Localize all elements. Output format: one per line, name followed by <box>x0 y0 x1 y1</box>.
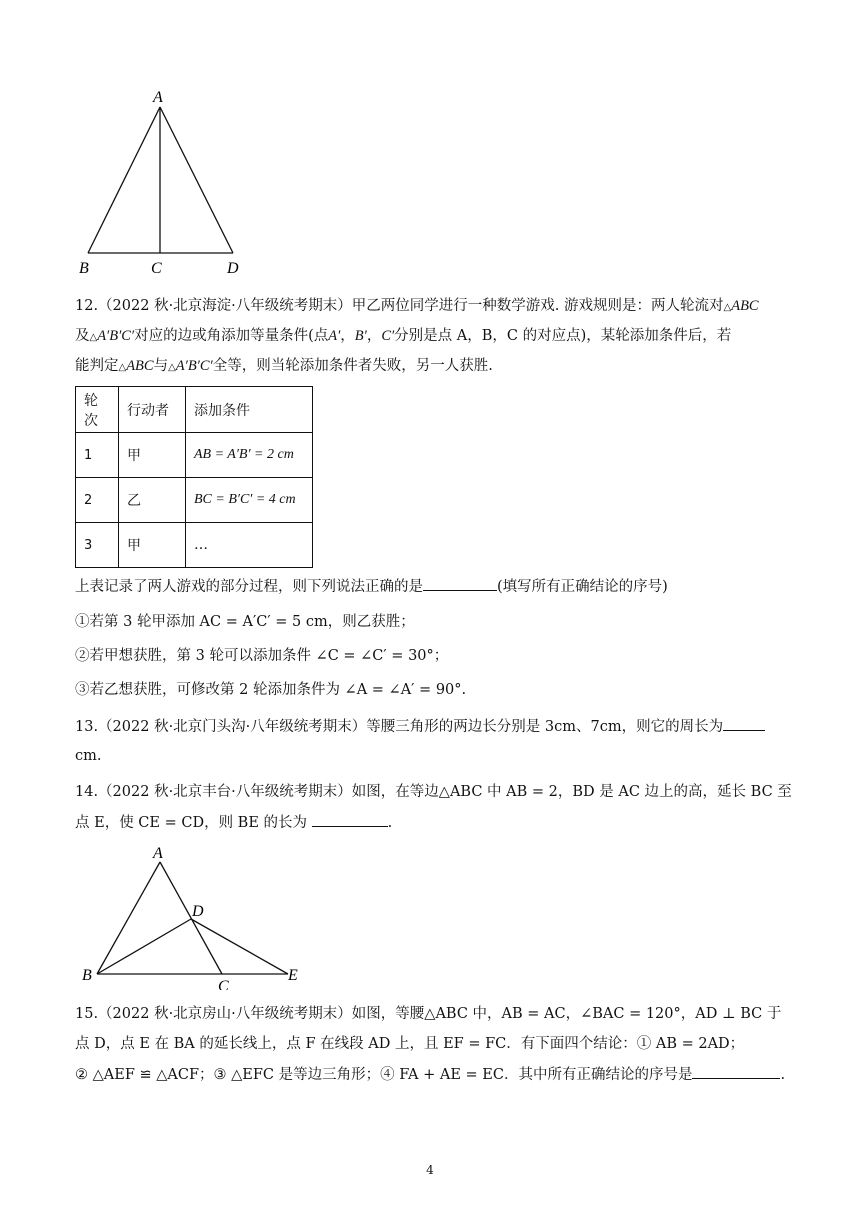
table-header-row <box>76 387 313 433</box>
label-d: D <box>227 260 239 277</box>
q15-end: . <box>780 1067 786 1083</box>
q12-text-3a: 能判定 <box>75 358 119 374</box>
q12-line-3: 能判定△ABC与△A′B′C′全等，则当轮添加条件者失败，另一人获胜. <box>75 358 493 374</box>
q12-text-2c: 分别是点 A，B，C 的对应点)，某轮添加条件后，若 <box>394 328 732 344</box>
segment-ab <box>88 107 160 253</box>
q12-c-prime: C′ <box>381 328 395 344</box>
q12-b-prime: B′ <box>354 328 367 344</box>
cell-round: 1 <box>76 433 119 478</box>
figure-1-lines <box>88 107 233 253</box>
q12-line-2: 及△A′B′C′对应的边或角添加等量条件(点A′，B′，C′分别是点 A，B，C 的对应点)，某轮添加条件后，若 <box>75 328 732 344</box>
figure-isosceles-triangle <box>70 85 260 280</box>
answer-blank <box>312 812 388 827</box>
cell-round: 2 <box>76 478 119 523</box>
label-b: B <box>79 260 89 277</box>
segment-de <box>191 919 288 974</box>
q12-text-1: 12.（2022 秋·北京海淀·八年级统考期末）甲乙两位同学进行一种数学游戏. 游戏规则是：两人轮流对 <box>75 298 724 314</box>
label-e: E <box>288 967 298 984</box>
figure-equilateral-triangle <box>75 840 325 990</box>
cell-actor: 甲 <box>119 523 186 568</box>
q12-text-2b: 对应的边或角添加等量条件(点 <box>134 328 329 344</box>
table-row <box>76 478 313 523</box>
q15-line-1: 15.（2022 秋·北京房山·八年级统考期末）如图，等腰△ABC 中，AB = AC，∠BAC = 120°，AD ⊥ BC 于 <box>75 1006 782 1022</box>
q12-comma-2: ， <box>366 328 382 344</box>
q12-text-3b: 与 <box>153 358 169 374</box>
q15-line-3 <box>75 1064 785 1085</box>
q15-text: ② △AEF ≌ △ACF；③ △EFC 是等边三角形；④ FA + AE = EC．其中所有正确结论的序号是 <box>75 1067 693 1083</box>
label-a: A <box>153 89 163 106</box>
header-round: 轮次 <box>76 387 119 433</box>
q12-statement-1: ①若第 3 轮甲添加 AC = A′C′ = 5 cm，则乙获胜； <box>75 614 415 630</box>
label-c: C <box>218 978 229 990</box>
q14-text: 点 E，使 CE = CD，则 BE 的长为 <box>75 815 308 831</box>
table-row <box>76 433 313 478</box>
q13-line-1 <box>75 716 765 737</box>
segment-ad <box>160 107 233 253</box>
table-row <box>76 523 313 568</box>
header-actor: 行动者 <box>119 387 186 433</box>
q13-text: 13.（2022 秋·北京门头沟·八年级统考期末）等腰三角形的两边长分别是 3cm、7cm，则它的周长为 <box>75 719 724 735</box>
q12-tri-abc: ABC <box>731 298 759 314</box>
game-table <box>75 386 313 568</box>
q12-tri-prime: A′B′C′ <box>97 328 135 344</box>
q12-a-prime: A′ <box>328 328 341 344</box>
q12-text-2a: 及 <box>75 328 90 344</box>
label-b: B <box>82 967 92 984</box>
label-c: C <box>151 260 162 277</box>
q12-line-1: 12.（2022 秋·北京海淀·八年级统考期末）甲乙两位同学进行一种数学游戏. 游戏规则是：两人轮流对△ABC <box>75 298 759 314</box>
segment-ab <box>97 862 160 974</box>
q12-statement-3: ③若乙想获胜，可修改第 2 轮添加条件为 ∠A = ∠A′ = 90°. <box>75 682 467 698</box>
header-condition: 添加条件 <box>186 387 313 433</box>
cell-actor: 乙 <box>119 478 186 523</box>
answer-blank <box>723 716 765 731</box>
q13-line-2: cm. <box>75 748 102 764</box>
cell-actor: 甲 <box>119 433 186 478</box>
q12-tri-abc-2: ABC <box>126 358 154 374</box>
q12-question-tail: (填写所有正确结论的序号) <box>497 579 668 595</box>
q12-statement-2: ②若甲想获胜，第 3 轮可以添加条件 ∠C = ∠C′ = 30°； <box>75 648 449 664</box>
segment-ac <box>160 862 222 974</box>
q12-tri-prime-2: A′B′C′ <box>175 358 213 374</box>
q12-question-text: 上表记录了两人游戏的部分过程，则下列说法正确的是 <box>75 579 423 595</box>
q14-end: . <box>387 815 393 831</box>
label-d: D <box>192 903 204 920</box>
q12-text-3c: 全等，则当轮添加条件者失败，另一人获胜. <box>212 358 493 374</box>
q15-line-2: 点 D，点 E 在 BA 的延长线上，点 F 在线段 AD 上，且 EF = FC．有下面四个结论：① AB = 2AD； <box>75 1036 745 1052</box>
cell-condition: BC = B′C′ = 4 cm <box>186 478 313 523</box>
segment-bd <box>97 919 191 974</box>
answer-blank <box>423 576 497 591</box>
cell-condition: AB = A′B′ = 2 cm <box>186 433 313 478</box>
cell-condition: … <box>186 523 313 568</box>
cell-round: 3 <box>76 523 119 568</box>
answer-blank <box>692 1064 780 1079</box>
q14-line-1: 14.（2022 秋·北京丰台·八年级统考期末）如图，在等边△ABC 中 AB = 2，BD 是 AC 边上的高，延长 BC 至 <box>75 784 792 800</box>
page-number: 4 <box>426 1163 434 1177</box>
q12-comma-1: ， <box>340 328 355 344</box>
q14-line-2 <box>75 812 392 833</box>
q12-question <box>75 576 668 597</box>
label-a: A <box>153 845 163 862</box>
